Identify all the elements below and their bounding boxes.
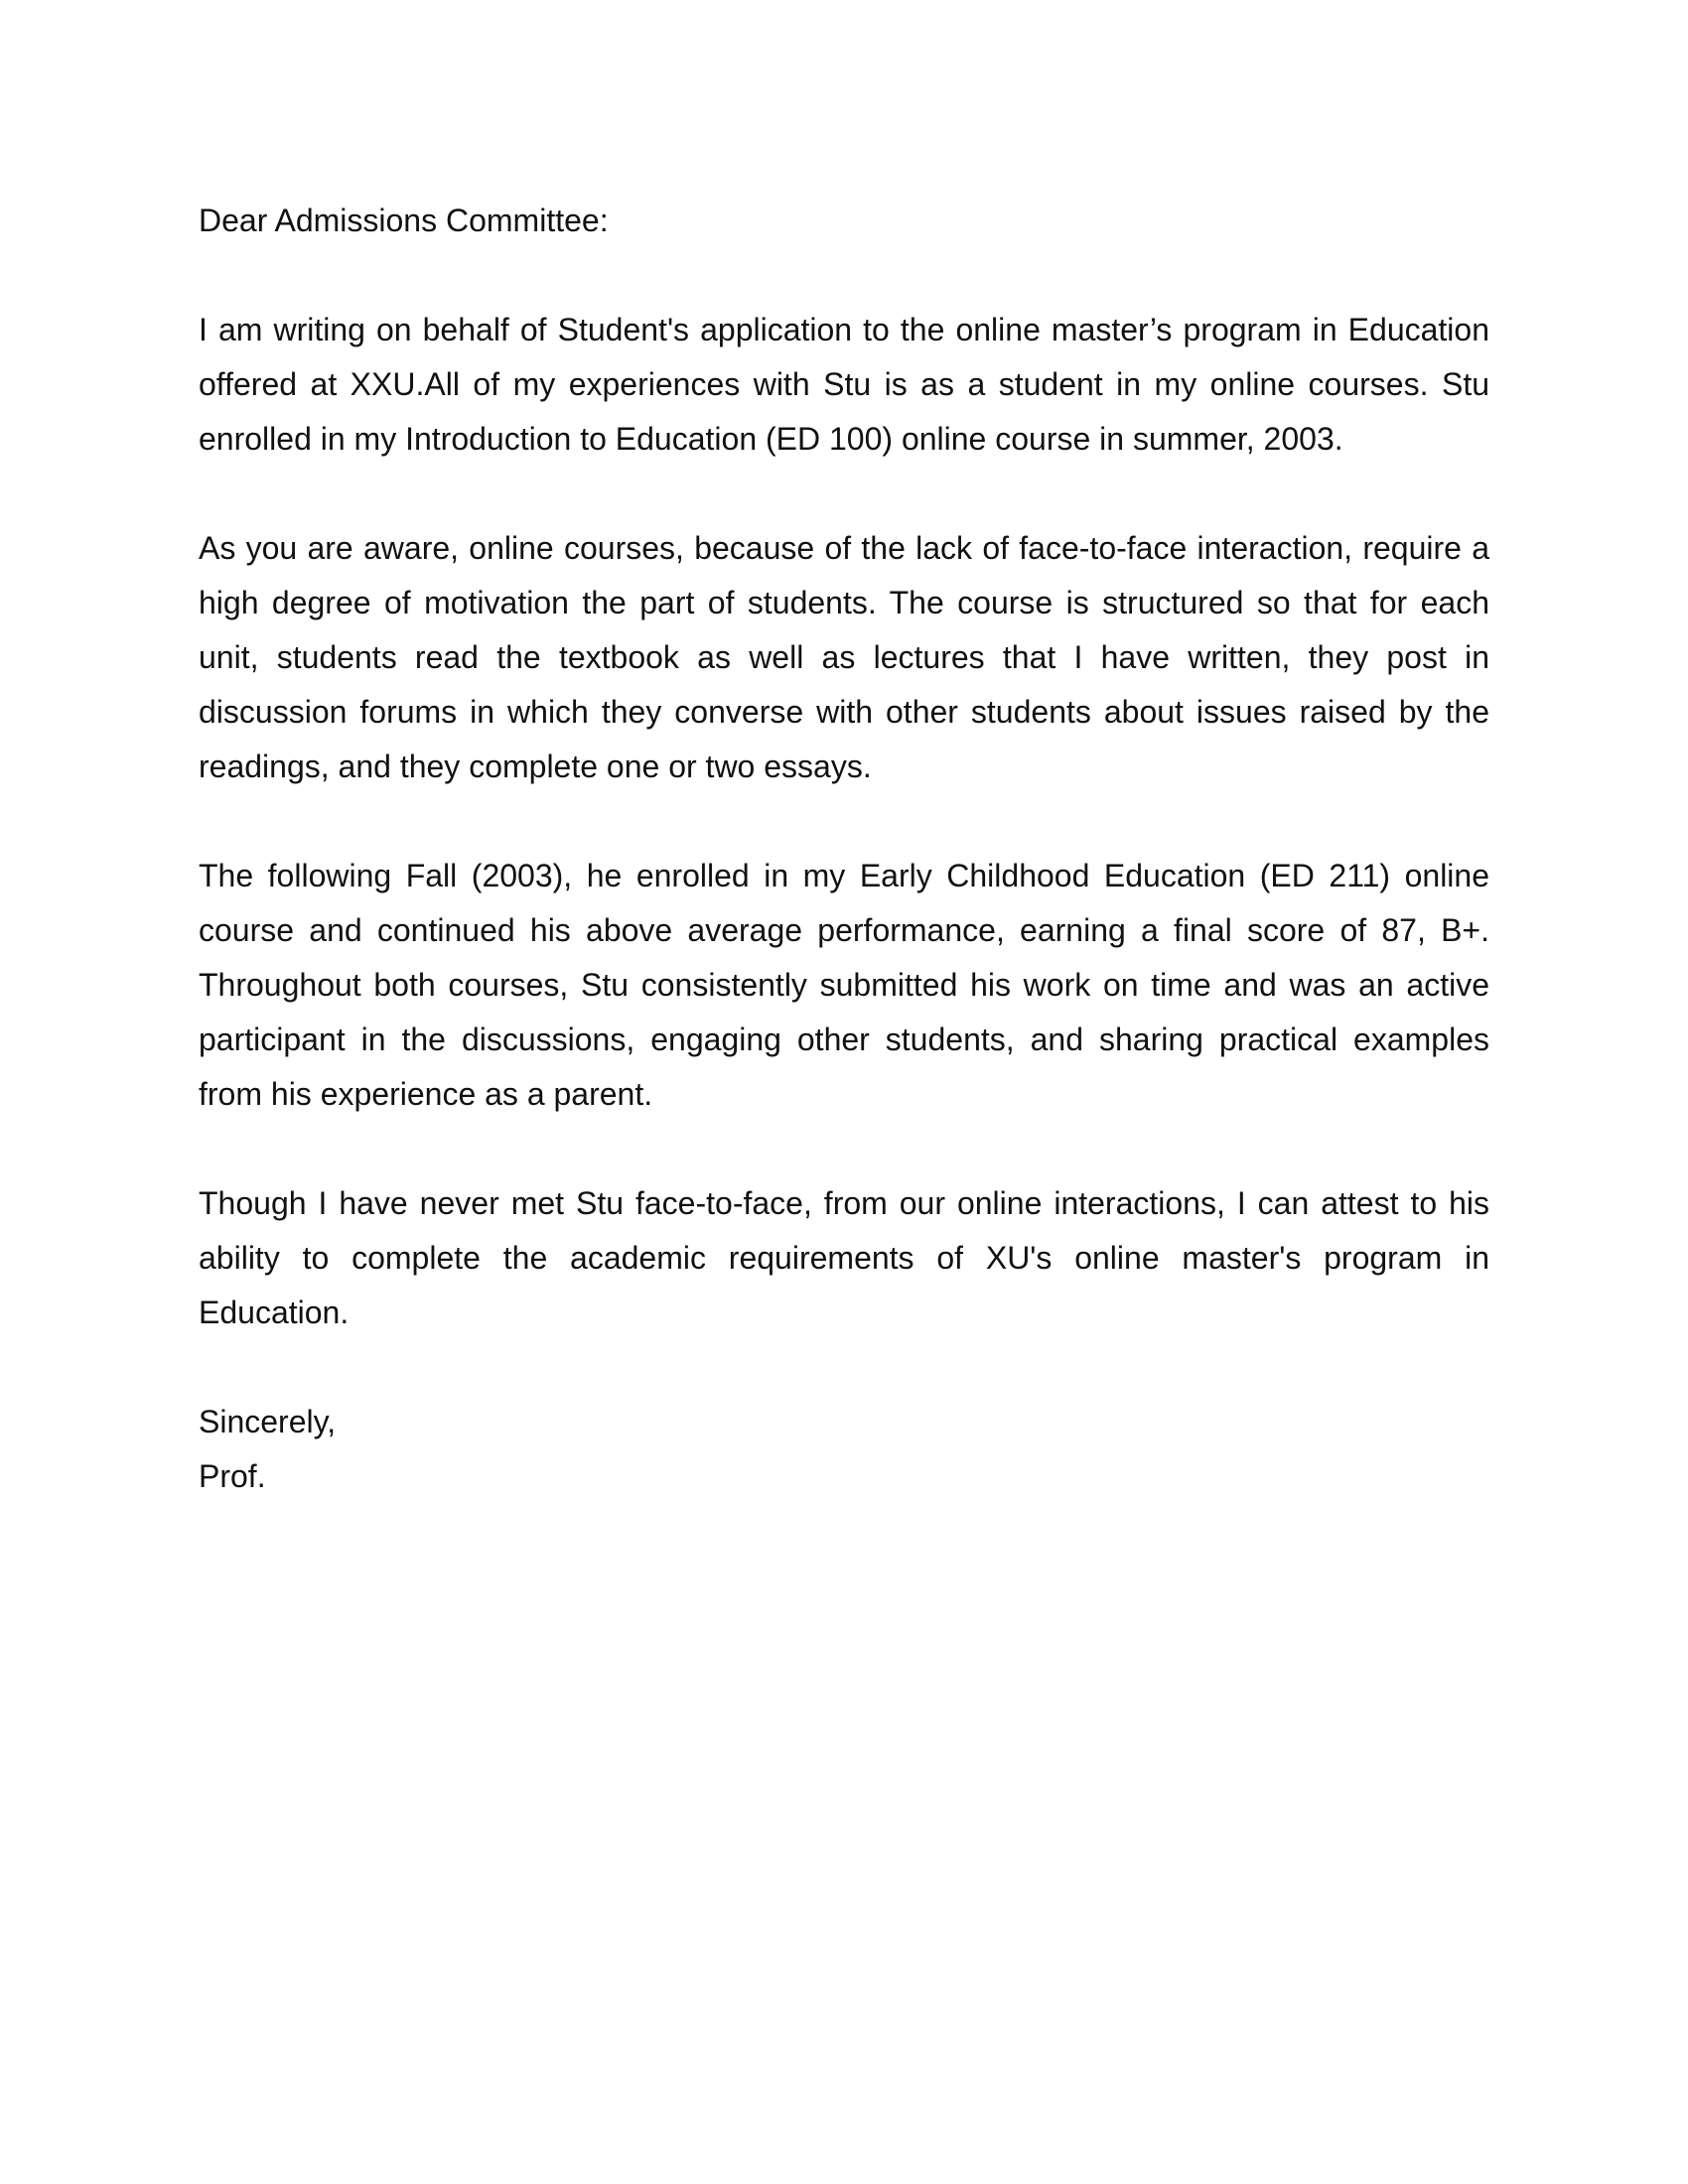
letter-paragraph-1: I am writing on behalf of Student's application to the online master’s program in Education offered at XXU.All of my experiences with Stu is as a student in my online courses. Stu enrolled in my Introduction to Education (ED 100) online course in summer, 2003. <box>199 312 1489 457</box>
letter-paragraph-2: As you are aware, online courses, because of the lack of face-to-face interaction, require a high degree of motivation the part of students. The course is structured so that for each unit, students read the textbook as well as lectures that I have written, they post in discussion forums in which they converse with other students about issues raised by the readings, and they complete one or two essays. <box>199 530 1489 784</box>
letter-signature: Prof. <box>199 1458 266 1494</box>
letter-paragraph-4: Though I have never met Stu face-to-face, from our online interactions, I can attest to his ability to complete the academic requirements of XU's online master's program in Education. <box>199 1185 1489 1330</box>
letter-paragraph-3: The following Fall (2003), he enrolled in my Early Childhood Education (ED 211) online course and continued his above average performance, earning a final score of 87, B+. Throughout both courses, Stu consistently submitted his work on time and was an active participant in the discussions, engaging other students, and sharing practical examples from his experience as a parent. <box>199 858 1489 1112</box>
letter-salutation: Dear Admissions Committee: <box>199 203 609 238</box>
letter-page <box>199 194 1489 1504</box>
letter-closing: Sincerely, <box>199 1404 337 1439</box>
